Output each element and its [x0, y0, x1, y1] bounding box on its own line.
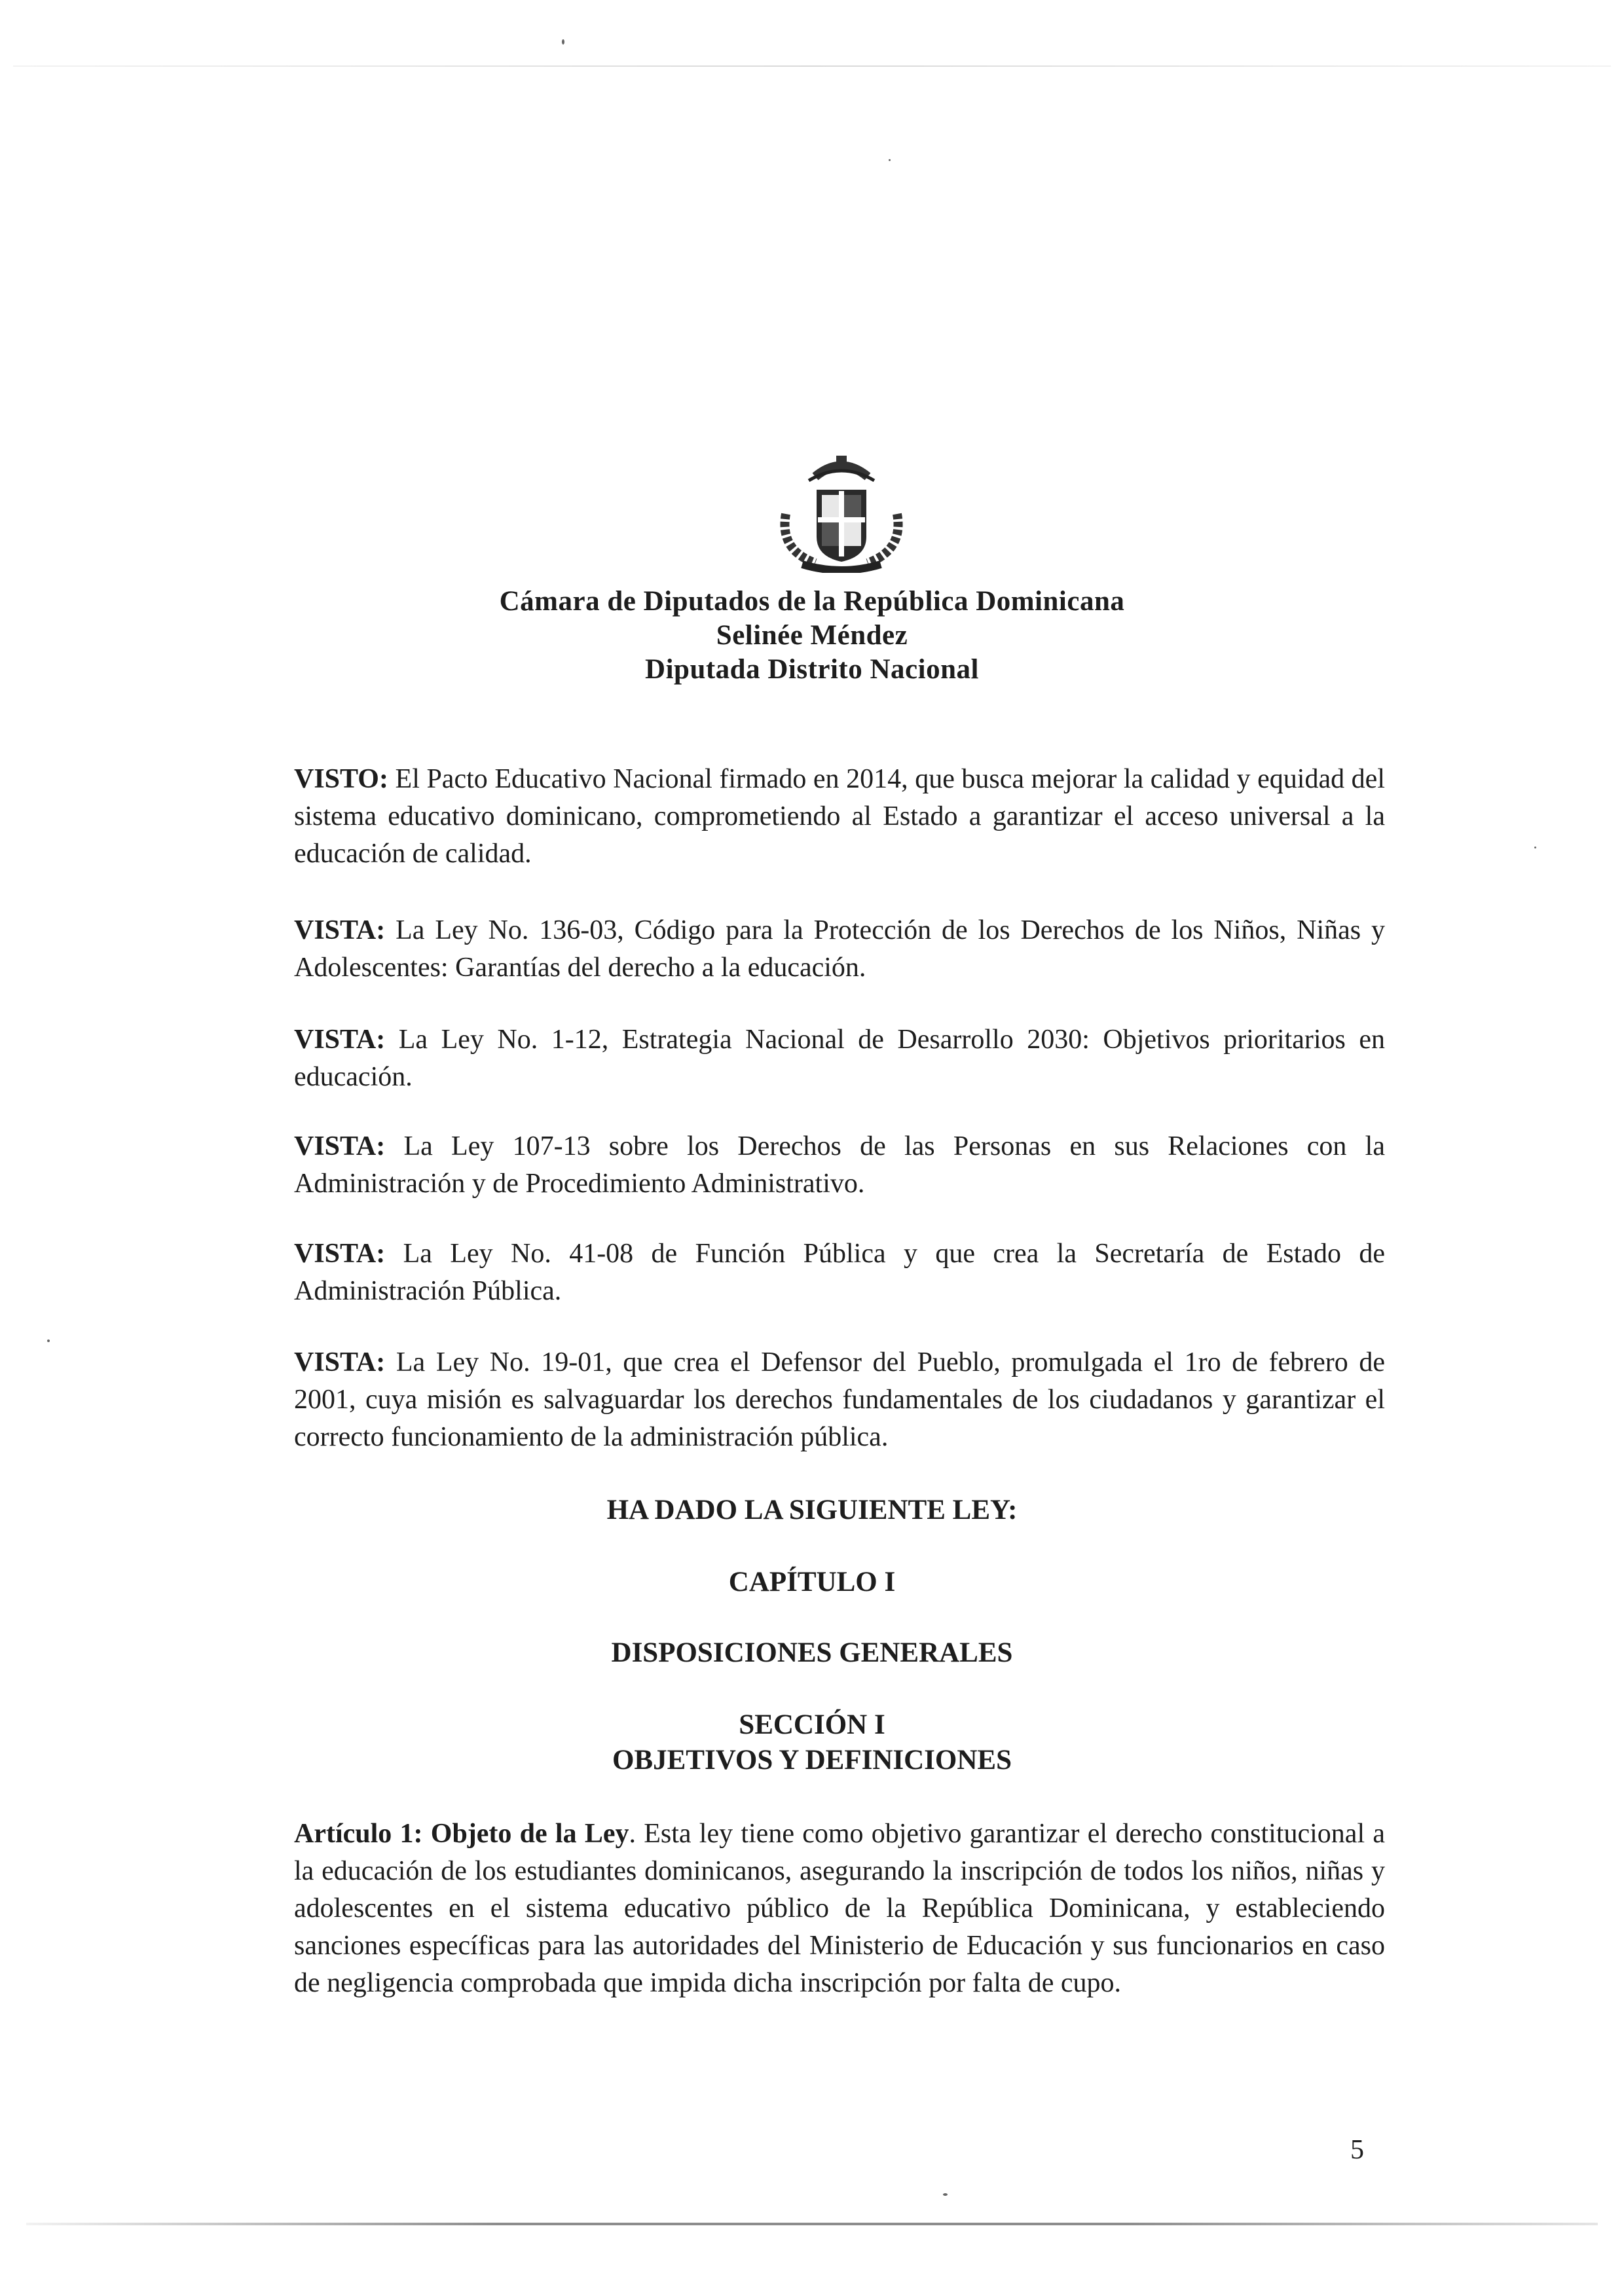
vista-text: La Ley 107-13 sobre los Derechos de las Personas en sus Relaciones con la Administración y de Procedimiento Administrativo. [294, 1131, 1385, 1199]
law-given-heading: HA DADO LA SIGUIENTE LEY: [606, 1495, 1018, 1525]
article-1-text: . Esta ley tiene como objetivo garantizar el derecho constitucional a la educación de los estudiantes dominicanos, asegurando la inscripción de todos los niños, niñas y adolescentes en el sistema educativo público de la República Dominicana, y estableciendo sanciones específicas para las autoridades del Ministerio de Educación y sus funcionarios en caso de negligencia comprobada que impida dicha inscripción por falta de cupo. [294, 1819, 1385, 1998]
vista-paragraph [294, 1021, 1385, 1096]
visto-label: VISTO: [294, 764, 388, 794]
vista-text: La Ley No. 19-01, que crea el Defensor del Pueblo, promulgada el 1ro de febrero de 2001, cuya misión es salvaguardar los derechos fundamentales de los ciudadanos y garantizar el correcto funcionamiento de la administración pública. [294, 1347, 1385, 1452]
scan-speck [562, 39, 564, 45]
article-1-paragraph [294, 1815, 1385, 2002]
scan-speck [1534, 847, 1536, 848]
section-heading: SECCIÓN I [739, 1709, 885, 1740]
chamber-name: Cámara de Diputados de la República Dominicana [499, 586, 1125, 617]
vista-paragraph [294, 912, 1385, 987]
section-title-heading: OBJETIVOS Y DEFINICIONES [612, 1745, 1012, 1776]
document-header [0, 585, 1624, 687]
scan-speck [47, 1339, 50, 1342]
scan-border-bottom [26, 2223, 1598, 2225]
scan-speck [889, 159, 891, 161]
vista-label: VISTA: [294, 1239, 386, 1269]
deputy-name: Selinée Méndez [716, 620, 908, 651]
vista-text: La Ley No. 136-03, Código para la Protección de los Derechos de los Niños, Niñas y Adolescentes: Garantías del derecho a la educación. [294, 915, 1385, 983]
vista-text: La Ley No. 41-08 de Función Pública y que crea la Secretaría de Estado de Administración Pública. [294, 1239, 1385, 1306]
vista-label: VISTA: [294, 1347, 386, 1377]
visto-text: El Pacto Educativo Nacional firmado en 2014, que busca mejorar la calidad y equidad del sistema educativo dominicano, comprometiendo al Estado a garantizar el acceso universal a la educación de calidad. [294, 764, 1385, 869]
vista-paragraph [294, 1128, 1385, 1203]
deputy-role: Diputada Distrito Nacional [645, 654, 979, 685]
vista-paragraph [294, 1235, 1385, 1310]
article-1-label: Artículo 1: Objeto de la Ley [294, 1819, 629, 1849]
vista-label: VISTA: [294, 1025, 386, 1055]
vista-paragraph [294, 1344, 1385, 1456]
vista-text: La Ley No. 1-12, Estrategia Nacional de Desarrollo 2030: Objetivos prioritarios en educación. [294, 1025, 1385, 1092]
vista-label: VISTA: [294, 915, 386, 945]
general-provisions-heading: DISPOSICIONES GENERALES [611, 1637, 1013, 1668]
scan-speck [943, 2193, 948, 2196]
chapter-heading: CAPÍTULO I [728, 1567, 896, 1597]
coat-of-arms-seal [769, 452, 913, 573]
page-number: 5 [1350, 2135, 1364, 2165]
scan-border-top [13, 65, 1611, 67]
visto-paragraph [294, 761, 1385, 873]
vista-label: VISTA: [294, 1131, 386, 1161]
